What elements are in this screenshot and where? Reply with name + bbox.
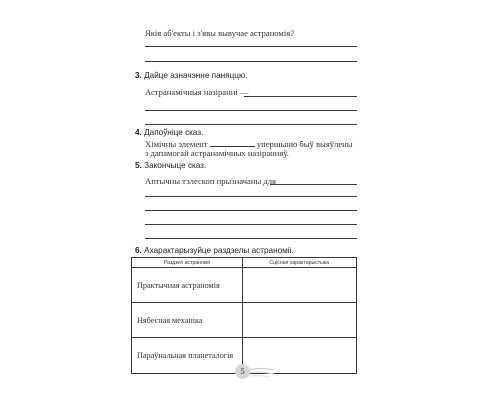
column-header-section: Раздзел астраноміі [132, 258, 243, 268]
task-instruction: Ахарактарызуйце раздзелы астраноміі. [144, 246, 294, 255]
sentence-line-2: з дапамогай астранамічных назіранняў. [145, 148, 289, 158]
answer-line[interactable] [244, 96, 357, 97]
sentence-start: Аптычны тэлескоп прызначаны для [145, 176, 276, 186]
table-header-row [132, 258, 357, 268]
description-input-cell[interactable] [242, 303, 356, 338]
answer-line[interactable] [145, 61, 357, 62]
sentence-part-1: Хімічны элемент [145, 139, 208, 149]
page-swoosh-decoration [247, 364, 277, 380]
description-input-cell[interactable] [242, 268, 356, 303]
task-instruction: Закончыце сказ. [144, 161, 207, 170]
section-name-cell: Нябесная механіка [132, 303, 243, 338]
task-6-heading [135, 246, 294, 255]
astronomy-sections-table [131, 257, 357, 374]
column-header-description: Сцісная характарыстыка [242, 258, 356, 268]
answer-line[interactable] [145, 196, 357, 197]
task-5-heading [135, 161, 206, 170]
task-number: 4. [135, 128, 142, 137]
answer-line[interactable] [145, 46, 357, 47]
section-name-cell: Практычная астраномія [132, 268, 243, 303]
question-astronomy-objects: Якія аб'екты і з'явы вывучае астраномія? [145, 28, 295, 38]
section-name-cell: Параўнальная планеталогія [132, 338, 243, 374]
task-4-heading [135, 128, 203, 137]
task-number: 3. [135, 71, 142, 80]
answer-line[interactable] [145, 124, 357, 125]
task-3-heading [135, 71, 247, 80]
task-number: 6. [135, 246, 142, 255]
answer-line[interactable] [145, 210, 357, 211]
page-number: 5 [235, 364, 250, 379]
table-row [132, 303, 357, 338]
answer-line[interactable] [145, 224, 357, 225]
definition-term: Астранамічныя назіранні — [145, 87, 249, 97]
definition-row [145, 87, 248, 97]
task-number: 5. [135, 161, 142, 170]
answer-line[interactable] [145, 238, 357, 239]
answer-line[interactable] [270, 184, 357, 185]
task-instruction: Дапоўніце сказ. [144, 128, 204, 137]
blank-element-field[interactable] [210, 138, 255, 147]
answer-line[interactable] [145, 110, 357, 111]
sentence-part-2: упершыню быў выяўлены [256, 139, 353, 149]
table-row [132, 268, 357, 303]
task-instruction: Дайце азначэнне паняццю. [144, 71, 248, 80]
